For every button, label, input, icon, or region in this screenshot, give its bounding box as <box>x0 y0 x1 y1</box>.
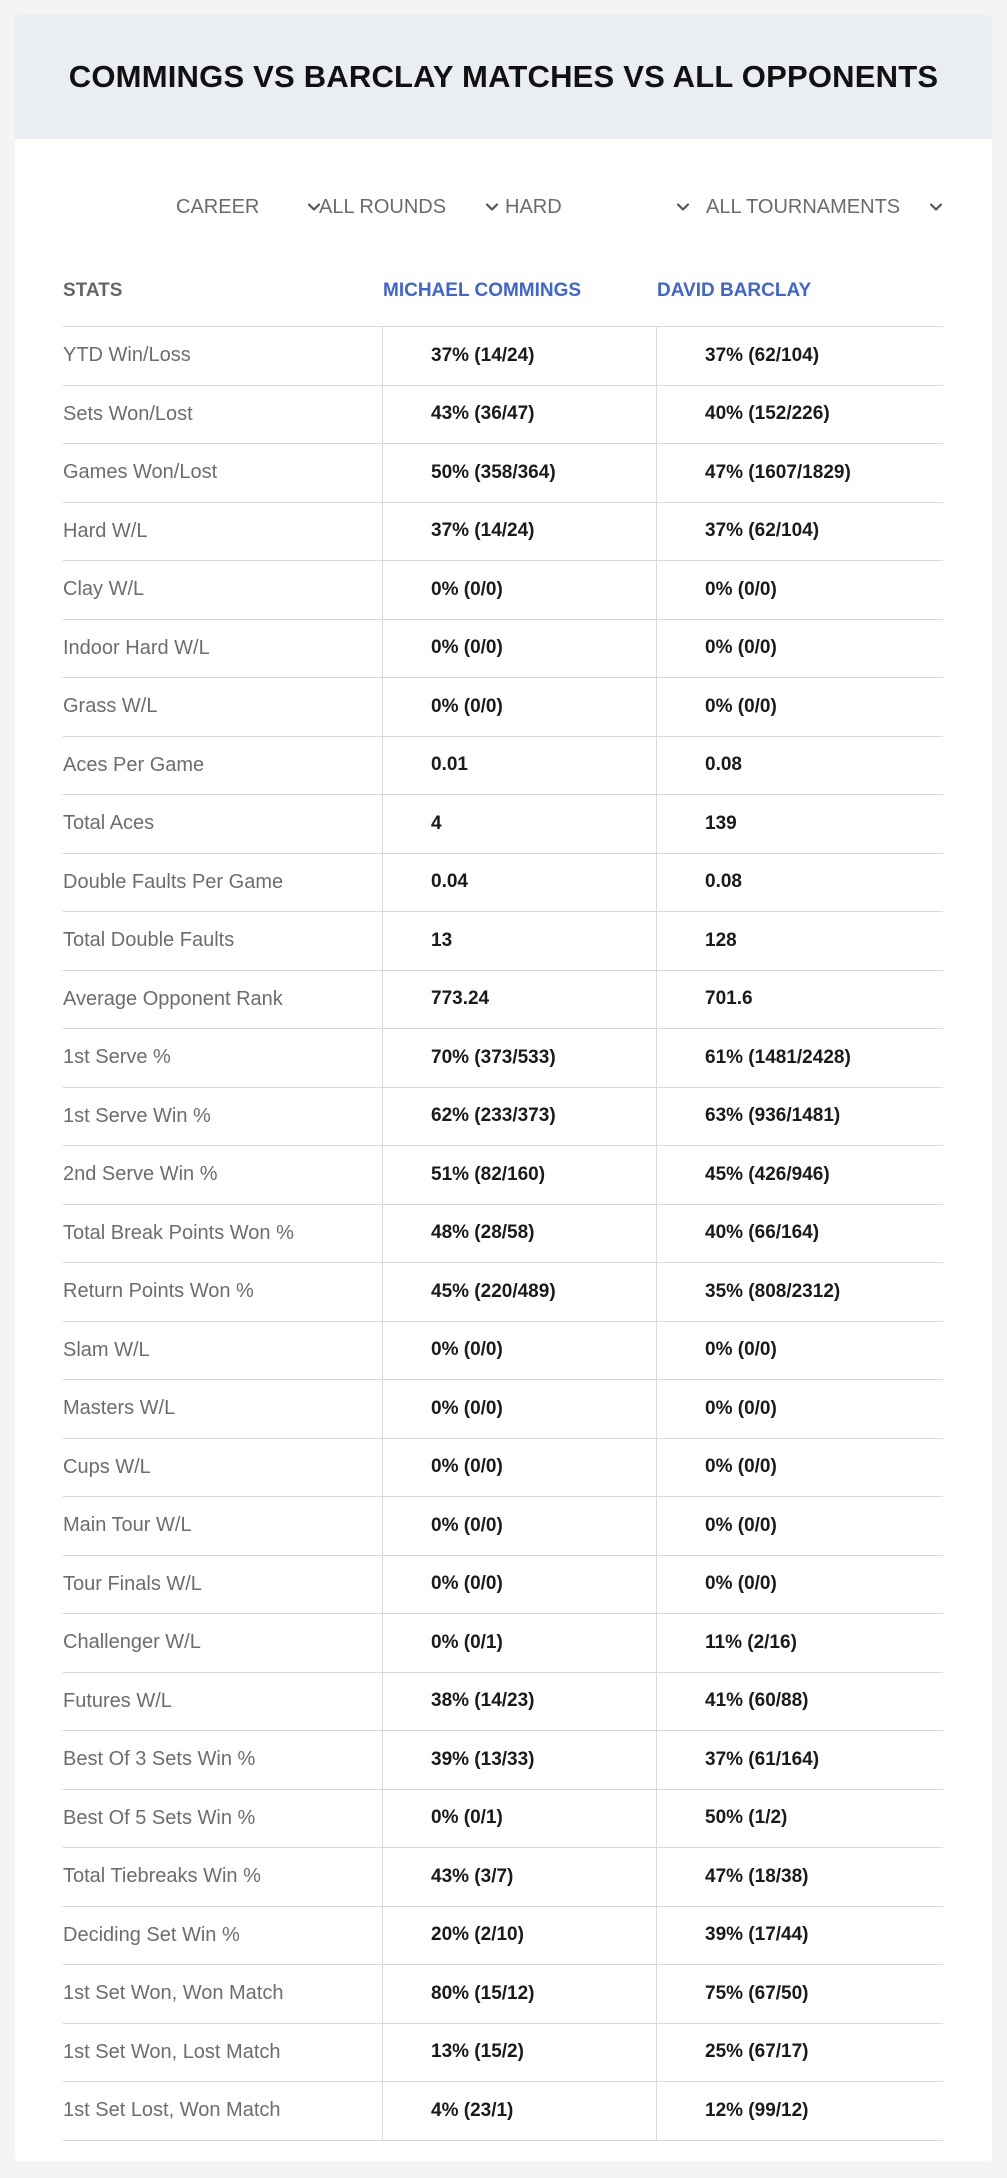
surface-select-value: HARD <box>505 195 562 218</box>
player2-value: 45% (426/946) <box>705 1163 830 1185</box>
player1-value: 70% (373/533) <box>383 1029 657 1087</box>
stat-label: Average Opponent Rank <box>63 971 383 1029</box>
surface-select[interactable] <box>505 187 690 227</box>
table-row <box>63 386 943 445</box>
player2-value: 35% (808/2312) <box>705 1280 841 1302</box>
table-row <box>63 2082 943 2141</box>
player2-value: 37% (62/104) <box>705 520 820 542</box>
filter-bar <box>15 187 992 227</box>
table-row <box>63 1965 943 2024</box>
player1-value: 0.01 <box>383 737 657 795</box>
player1-value: 48% (28/58) <box>383 1205 657 1263</box>
table-row <box>63 1614 943 1673</box>
stat-label: Total Tiebreaks Win % <box>63 1848 383 1906</box>
player2-value: 0% (0/0) <box>705 637 777 659</box>
player2-value: 37% (62/104) <box>705 344 820 366</box>
chevron-down-icon <box>676 200 690 214</box>
stat-label: Tour Finals W/L <box>63 1556 383 1614</box>
stat-label: 2nd Serve Win % <box>63 1146 383 1204</box>
player2-value: 128 <box>705 929 737 951</box>
player2-value: 0% (0/0) <box>705 1339 777 1361</box>
player2-value: 11% (2/16) <box>705 1631 797 1653</box>
player1-value: 37% (14/24) <box>383 503 657 561</box>
table-row <box>63 1790 943 1849</box>
stat-label: Games Won/Lost <box>63 444 383 502</box>
stat-label: 1st Serve % <box>63 1029 383 1087</box>
player1-value: 80% (15/12) <box>383 1965 657 2023</box>
table-row <box>63 1029 943 1088</box>
page-title: COMMINGS VS BARCLAY MATCHES VS ALL OPPONENTS <box>68 59 939 94</box>
stat-label: Best Of 5 Sets Win % <box>63 1790 383 1848</box>
player2-value: 50% (1/2) <box>705 1807 788 1829</box>
stat-label: Deciding Set Win % <box>63 1907 383 1965</box>
table-row <box>63 971 943 1030</box>
player2-value: 0% (0/0) <box>705 1514 777 1536</box>
player2-value: 47% (18/38) <box>705 1865 809 1887</box>
player2-value: 0% (0/0) <box>705 1456 777 1478</box>
player1-value: 4% (23/1) <box>383 2082 657 2140</box>
player1-value: 43% (36/47) <box>383 386 657 444</box>
card-header <box>15 15 992 139</box>
player1-link[interactable]: MICHAEL COMMINGS <box>383 279 582 301</box>
table-row <box>63 1205 943 1264</box>
table-row <box>63 1088 943 1147</box>
player1-value: 13 <box>383 912 657 970</box>
table-row <box>63 1263 943 1322</box>
player2-value: 0% (0/0) <box>705 578 777 600</box>
stat-label: Sets Won/Lost <box>63 386 383 444</box>
player2-value: 41% (60/88) <box>705 1690 809 1712</box>
table-row <box>63 561 943 620</box>
player1-value: 0% (0/0) <box>383 1556 657 1614</box>
chevron-down-icon <box>485 200 499 214</box>
table-row <box>63 795 943 854</box>
stats-table <box>63 255 943 2141</box>
table-row <box>63 1848 943 1907</box>
player2-link[interactable]: DAVID BARCLAY <box>657 279 812 301</box>
stat-label: Aces Per Game <box>63 737 383 795</box>
table-row <box>63 1673 943 1732</box>
player1-value: 20% (2/10) <box>383 1907 657 1965</box>
player1-value: 62% (233/373) <box>383 1088 657 1146</box>
player2-value: 0.08 <box>705 871 742 893</box>
player1-value: 51% (82/160) <box>383 1146 657 1204</box>
table-row <box>63 1497 943 1556</box>
player1-value: 0% (0/1) <box>383 1790 657 1848</box>
period-select-value: CAREER <box>176 195 260 218</box>
table-row <box>63 327 943 386</box>
player1-value: 50% (358/364) <box>383 444 657 502</box>
table-row <box>63 1439 943 1498</box>
player2-value: 39% (17/44) <box>705 1924 809 1946</box>
player1-value: 45% (220/489) <box>383 1263 657 1321</box>
chevron-down-icon <box>929 200 943 214</box>
tournaments-select[interactable] <box>706 187 943 227</box>
player2-value: 701.6 <box>705 988 753 1010</box>
player1-value: 43% (3/7) <box>383 1848 657 1906</box>
player2-value: 0% (0/0) <box>705 1397 777 1419</box>
player1-value: 0% (0/0) <box>383 1322 657 1380</box>
player1-value: 0% (0/0) <box>383 620 657 678</box>
player2-value: 75% (67/50) <box>705 1982 809 2004</box>
stat-label: Masters W/L <box>63 1380 383 1438</box>
player1-value: 0% (0/1) <box>383 1614 657 1672</box>
stat-label: Futures W/L <box>63 1673 383 1731</box>
player1-value: 0% (0/0) <box>383 1439 657 1497</box>
stat-label: Hard W/L <box>63 503 383 561</box>
tournaments-select-value: ALL TOURNAMENTS <box>706 195 901 218</box>
table-row <box>63 620 943 679</box>
stat-label: Return Points Won % <box>63 1263 383 1321</box>
player2-value: 63% (936/1481) <box>705 1105 841 1127</box>
stat-label: Total Break Points Won % <box>63 1205 383 1263</box>
stats-card <box>15 15 992 2161</box>
player2-value: 139 <box>705 812 737 834</box>
table-row <box>63 1907 943 1966</box>
stat-label: Clay W/L <box>63 561 383 619</box>
player1-value: 4 <box>383 795 657 853</box>
period-select[interactable] <box>176 187 321 227</box>
stat-label: Main Tour W/L <box>63 1497 383 1555</box>
table-row <box>63 1322 943 1381</box>
player1-value: 13% (15/2) <box>383 2024 657 2082</box>
player2-value: 0% (0/0) <box>705 1573 777 1595</box>
player1-value: 773.24 <box>383 971 657 1029</box>
table-row <box>63 503 943 562</box>
stat-label: 1st Set Won, Won Match <box>63 1965 383 2023</box>
stat-label: Challenger W/L <box>63 1614 383 1672</box>
stat-label: Total Aces <box>63 795 383 853</box>
rounds-select-value: ALL ROUNDS <box>319 195 447 218</box>
table-row <box>63 1380 943 1439</box>
stat-label: Cups W/L <box>63 1439 383 1497</box>
player1-value: 37% (14/24) <box>383 327 657 385</box>
stat-label: Double Faults Per Game <box>63 854 383 912</box>
table-row <box>63 1556 943 1615</box>
table-row <box>63 678 943 737</box>
stats-column-header: STATS <box>63 279 123 301</box>
table-row <box>63 1146 943 1205</box>
stat-label: Slam W/L <box>63 1322 383 1380</box>
player2-value: 25% (67/17) <box>705 2041 809 2063</box>
player1-value: 38% (14/23) <box>383 1673 657 1731</box>
stat-label: 1st Serve Win % <box>63 1088 383 1146</box>
stat-label: 1st Set Won, Lost Match <box>63 2024 383 2082</box>
player2-value: 12% (99/12) <box>705 2099 809 2121</box>
player1-value: 0% (0/0) <box>383 561 657 619</box>
table-row <box>63 2024 943 2083</box>
player2-value: 0.08 <box>705 754 742 776</box>
table-row <box>63 737 943 796</box>
stat-label: 1st Set Lost, Won Match <box>63 2082 383 2140</box>
player2-value: 47% (1607/1829) <box>705 461 851 483</box>
stat-label: Indoor Hard W/L <box>63 620 383 678</box>
stat-label: YTD Win/Loss <box>63 327 383 385</box>
rounds-select[interactable] <box>319 187 499 227</box>
player1-value: 0% (0/0) <box>383 678 657 736</box>
player1-value: 0.04 <box>383 854 657 912</box>
player2-value: 61% (1481/2428) <box>705 1046 851 1068</box>
player2-value: 40% (152/226) <box>705 403 830 425</box>
table-row <box>63 444 943 503</box>
table-body <box>63 327 943 2141</box>
player2-value: 0% (0/0) <box>705 695 777 717</box>
player1-value: 0% (0/0) <box>383 1380 657 1438</box>
stat-label: Grass W/L <box>63 678 383 736</box>
table-row <box>63 1731 943 1790</box>
table-row <box>63 912 943 971</box>
stat-label: Total Double Faults <box>63 912 383 970</box>
stat-label: Best Of 3 Sets Win % <box>63 1731 383 1789</box>
player2-value: 40% (66/164) <box>705 1222 820 1244</box>
table-row <box>63 854 943 913</box>
player2-value: 37% (61/164) <box>705 1748 820 1770</box>
player1-value: 39% (13/33) <box>383 1731 657 1789</box>
table-header <box>63 255 943 327</box>
player1-value: 0% (0/0) <box>383 1497 657 1555</box>
